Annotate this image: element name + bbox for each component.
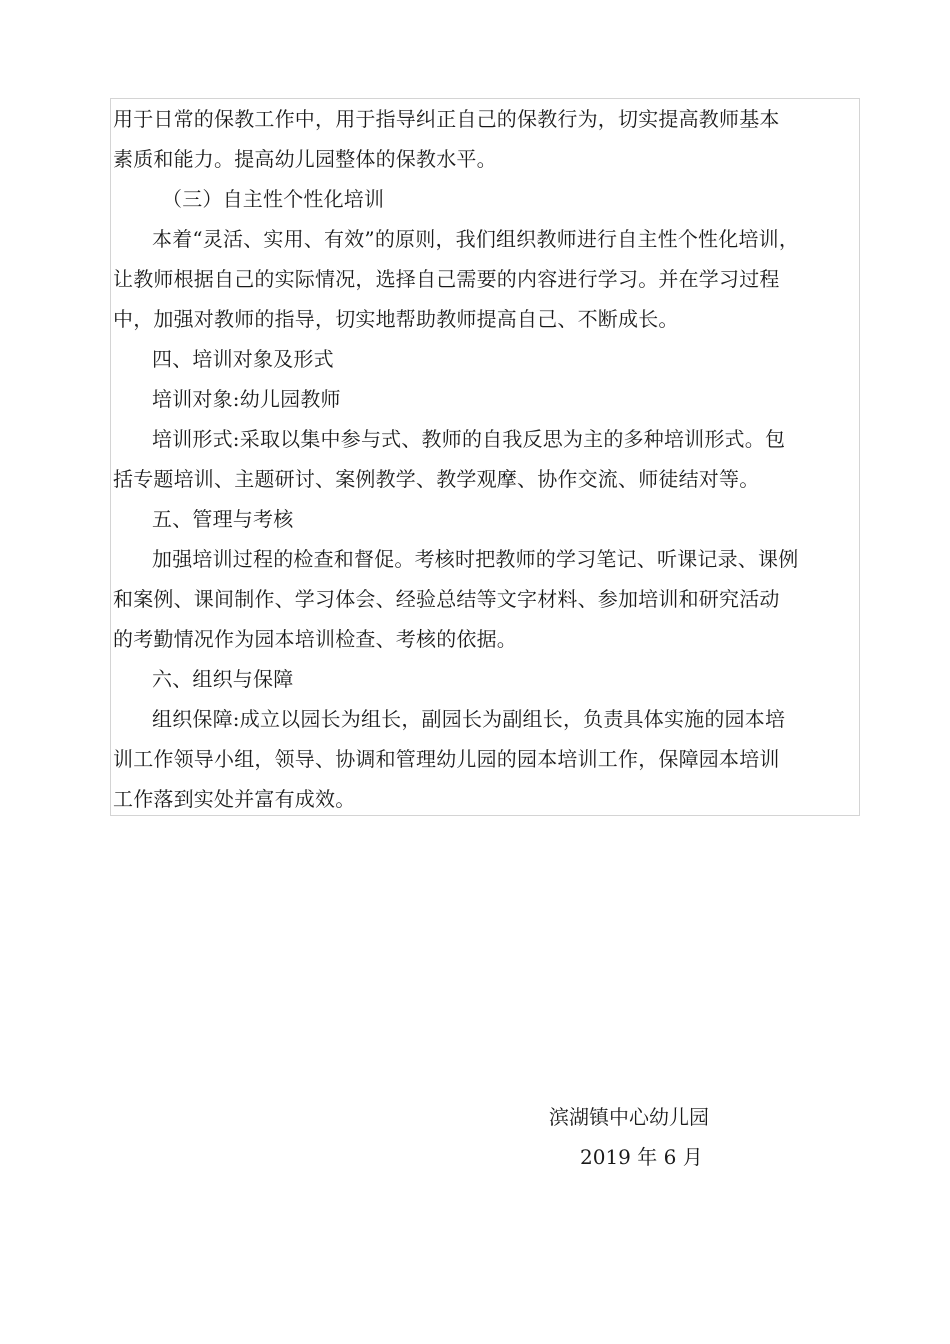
paragraph-line-13: 和案例、课间制作、学习体会、经验总结等文字材料、参加培训和研究活动 — [113, 587, 780, 611]
section-heading-management: 五、管理与考核 — [152, 507, 294, 531]
paragraph-line-12: 加强培训过程的检查和督促。考核时把教师的学习笔记、听课记录、课例 — [152, 547, 799, 571]
section-heading-training-targets: 四、培训对象及形式 — [152, 347, 334, 371]
paragraph-line-18: 工作落到实处并富有成效。 — [113, 787, 356, 811]
paragraph-line-17: 训工作领导小组，领导、协调和管理幼儿园的园本培训工作，保障园本培训 — [113, 747, 780, 771]
paragraph-line-14: 的考勤情况作为园本培训检查、考核的依据。 — [113, 627, 517, 651]
paragraph-line-10: 括专题培训、主题研讨、案例教学、教学观摩、协作交流、师徒结对等。 — [113, 467, 760, 491]
signature-organization: 滨湖镇中心幼儿园 — [549, 1105, 709, 1129]
paragraph-line-2: 素质和能力。提高幼儿园整体的保教水平。 — [113, 147, 497, 171]
section-heading-self-directed-training: （三）自主性个性化培训 — [162, 187, 385, 211]
section-heading-organization: 六、组织与保障 — [152, 667, 294, 691]
paragraph-line-16: 组织保障:成立以园长为组长，副园长为副组长，负责具体实施的园本培 — [152, 707, 786, 731]
signature-date: 2019 年 6 月 — [580, 1145, 703, 1169]
paragraph-line-6: 中，加强对教师的指导，切实地帮助教师提高自己、不断成长。 — [113, 307, 679, 331]
paragraph-line-training-form: 培训形式:采取以集中参与式、教师的自我反思为主的多种培训形式。包 — [152, 427, 786, 451]
paragraph-line-4: 本着“灵活、实用、有效”的原则，我们组织教师进行自主性个性化培训， — [152, 227, 800, 251]
paragraph-line-training-target: 培训对象:幼儿园教师 — [152, 387, 341, 411]
paragraph-line-1: 用于日常的保教工作中，用于指导纠正自己的保教行为，切实提高教师基本 — [113, 107, 780, 131]
paragraph-line-5: 让教师根据自己的实际情况，选择自己需要的内容进行学习。并在学习过程 — [113, 267, 780, 291]
